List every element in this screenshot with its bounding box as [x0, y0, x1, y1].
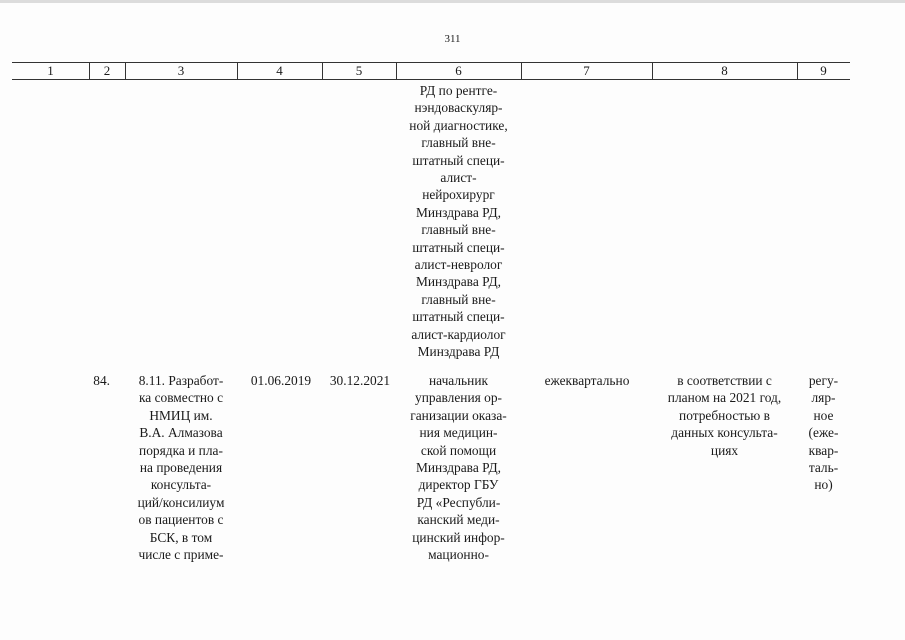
- column-number-2: 2: [103, 63, 111, 78]
- header-bottom-rule: [12, 79, 850, 80]
- column-number-3: 3: [177, 63, 185, 78]
- expected-result: в соответствии с планом на 2021 год, потребностью в данных консульта- циях: [667, 373, 782, 458]
- scan-top-edge: [0, 0, 905, 3]
- start-date: 01.06.2019: [250, 373, 312, 388]
- row-number: 84.: [93, 373, 110, 388]
- report-type: регу- ляр- ное (еже- квар- таль- но): [808, 373, 839, 493]
- periodicity: ежеквартально: [544, 373, 630, 388]
- continued-responsible-text: РД по рентге- нэндоваскуляр- ной диагностике, главный вне- штатный специ- алист- нейрохирург Минздрава РД, главный вне- штатный специ- алист-невролог Минздрава РД, главный вне- штатный специ- алист-кардиолог Минздрава РД: [409, 83, 508, 360]
- column-number-4: 4: [276, 63, 283, 78]
- column-number-9: 9: [820, 63, 827, 78]
- column-number-7: 7: [583, 63, 590, 78]
- event-description: 8.11. Разработ- ка совместно с НМИЦ им. В.А. Алмазова порядка и пла- на проведения консульта- ций/консилиум ов пациентов с БСК, в том числе с приме-: [137, 373, 225, 563]
- responsible-executors: начальник управления ор- ганизации оказа- ния медицин- ской помощи Минздрава РД, директор ГБУ РД «Республи- канский меди- цинский инфор- мационно-: [410, 373, 507, 563]
- column-number-6: 6: [455, 63, 462, 78]
- column-number-1: 1: [47, 63, 54, 78]
- end-date: 30.12.2021: [329, 373, 391, 388]
- column-number-8: 8: [721, 63, 728, 78]
- page-number: 311: [444, 33, 461, 45]
- column-number-5: 5: [355, 63, 363, 78]
